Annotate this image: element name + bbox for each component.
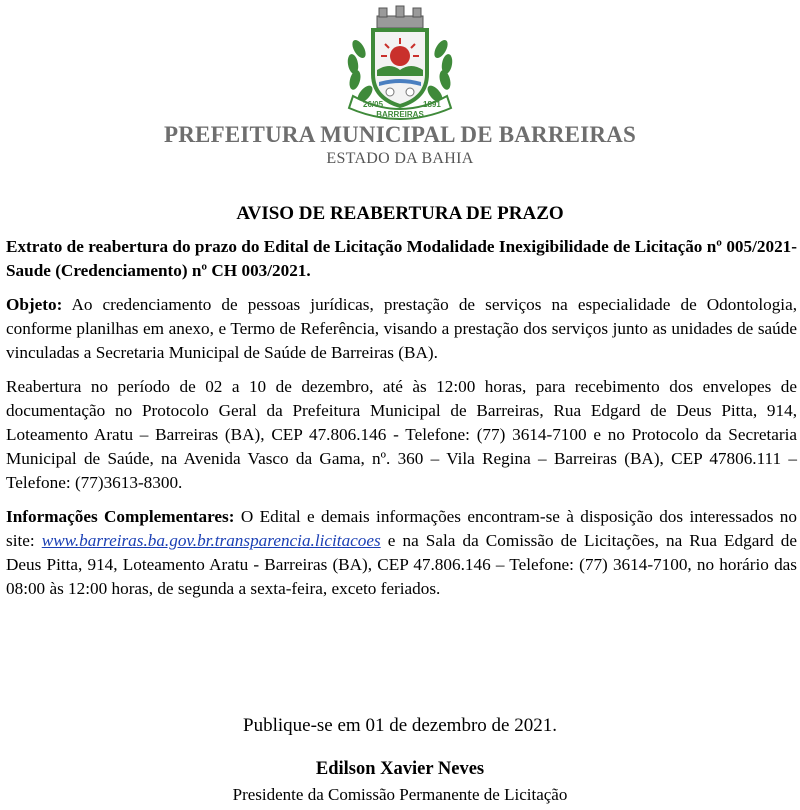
transparency-link[interactable]: www.barreiras.ba.gov.br.transparencia.licitacoes [41, 531, 381, 550]
notice-body [6, 235, 797, 611]
coat-of-arms-icon [335, 4, 465, 122]
info-text-2: e na Sala da Comissão de Licitações, na Rua Edgard de Deus Pitta, 914, Loteamento Aratu - Barreiras (BA), CEP 47.806.146 – Telefone: (77) 3614-7100, no horário das 08:00 às 12:00 horas, de segunda a sexta-feira, exceto feriados. [6, 531, 797, 598]
crown-icon [377, 6, 423, 28]
page-subtitle: ESTADO DA BAHIA [326, 150, 474, 167]
signer-role: Presidente da Comissão Permanente de Licitação [232, 785, 568, 804]
signer-name: Edilson Xavier Neves [315, 759, 485, 779]
municipal-seal [335, 4, 465, 122]
notice-extract: Extrato de reabertura do prazo do Edital de Licitação Modalidade Inexigibilidade de Licitação nº 005/2021-Saude (Credenciamento) nº CH 003/2021. [6, 237, 797, 280]
info-label: Informações Complementares: [6, 507, 235, 526]
objeto-text: Ao credenciamento de pessoas jurídicas, prestação de serviços na especialidade de Odontologia, conforme planilhas em anexo, e Termo de Referência, visando a prestação dos serviços junto as unidades de saúde vinculadas a Secretaria Municipal de Saúde de Barreiras (BA). [6, 295, 797, 362]
objeto-paragraph [6, 293, 797, 365]
info-paragraph [6, 505, 797, 601]
seal-banner: BARREIRAS [376, 110, 424, 119]
notice-title: AVISO DE REABERTURA DE PRAZO [236, 203, 564, 224]
page-title: PREFEITURA MUNICIPAL DE BARREIRAS [164, 122, 636, 147]
seal-date-left: 26/05 [363, 100, 384, 109]
publication-date: Publique-se em 01 de dezembro de 2021. [243, 715, 557, 736]
objeto-label: Objeto: [6, 295, 63, 314]
reabertura-paragraph: Reabertura no período de 02 a 10 de dezembro, até às 12:00 horas, para recebimento dos envelopes de documentação no Protocolo Geral da Prefeitura Municipal de Barreiras, Rua Edgard de Deus Pitta, 914, Loteamento Aratu – Barreiras (BA), CEP 47.806.146 - Telefone: (77) 3614-7100 e no Protocolo da Secretaria Municipal de Saúde, na Avenida Vasco da Gama, nº. 360 – Vila Regina – Barreiras (BA), CEP 47806.111 – Telefone: (77)3613-8300. [6, 377, 797, 492]
seal-date-right: 1891 [423, 100, 441, 109]
info-text-1: O Edital e demais informações encontram-se à disposição dos interessados no site: [6, 507, 797, 550]
